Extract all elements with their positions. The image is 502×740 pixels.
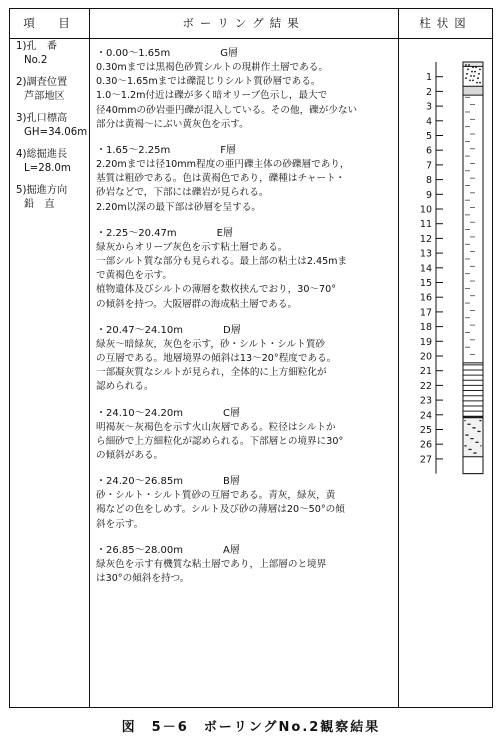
layer-description-line: 0.30mまでは黒褐色砂質シルトの現耕作土層である。 xyxy=(96,62,328,73)
layer-block xyxy=(96,324,397,395)
table-frame xyxy=(9,8,493,708)
item-value: No.2 xyxy=(24,55,48,66)
scale-tick-label: 2 xyxy=(425,86,432,98)
gravel-dot xyxy=(472,80,474,82)
gravel-dot xyxy=(467,69,469,71)
boring-results xyxy=(90,47,397,598)
gravel-dot xyxy=(477,77,479,79)
scale-tick-label: 10 xyxy=(419,204,432,216)
sand-dot xyxy=(475,442,476,443)
header-item: 項 目 xyxy=(23,16,76,30)
gravel-dot xyxy=(469,80,471,82)
sand-dot xyxy=(477,431,478,432)
boring-log-diagram xyxy=(399,40,492,705)
layer-description-line: 1.0～1.2m付近は礫が多く暗オリーブ色示し，最大で xyxy=(96,90,328,102)
gravel-dot xyxy=(466,73,468,75)
scale-tick-label: 23 xyxy=(419,395,432,407)
item-label: 4)総掘進長 xyxy=(16,149,68,160)
layer-description-line: 砂岩などで，下部には礫岩が見られる。 xyxy=(96,187,269,199)
gravel-dot xyxy=(474,71,476,73)
gravel-dot xyxy=(478,73,480,75)
layer-description-line: 0.30～1.65mまでは礫混じりシルト質砂層である。 xyxy=(96,76,321,88)
layer-description-line: 2.20mまでは径10mm程度の亜円礫主体の砂礫層であり， xyxy=(96,159,350,171)
scale-tick-label: 13 xyxy=(419,248,432,260)
layer-title: ・24.10～24.20m C層 xyxy=(96,407,240,419)
gravel-dot xyxy=(465,64,467,66)
scale-tick-label: 24 xyxy=(419,410,432,422)
layer-description-line: 褐などの色をしめす。シルト及び砂の薄層は20～50°の傾 xyxy=(96,504,345,516)
scale-tick-label: 26 xyxy=(419,439,432,451)
scale-tick-label: 11 xyxy=(419,219,432,231)
item-location xyxy=(10,76,89,104)
layer-description-line: 一部凝灰質なシルトが見られ，全体的に上方細粒化が xyxy=(96,367,327,379)
gravel-dot xyxy=(476,82,478,84)
layer-description-line: 一部シルト質な部分も見られる。最上部の粘土は2.45mま xyxy=(96,256,348,268)
sand-dot xyxy=(472,427,473,428)
scale-tick-label: 20 xyxy=(419,351,432,363)
scale-tick-label: 6 xyxy=(425,145,432,157)
scale-tick-label: 8 xyxy=(425,175,432,187)
scale-tick-label: 14 xyxy=(419,263,432,275)
item-direction xyxy=(10,184,89,212)
layer-description-line: 緑灰色を示す有機質な粘土層であり，上部層のと境界 xyxy=(96,558,327,570)
layer-description-line: 2.20m以深の最下部は砂層を呈する。 xyxy=(96,201,262,213)
sand-dot xyxy=(480,445,481,446)
item-value: 鉛 直 xyxy=(24,199,55,210)
layer-description-line: ら細砂で上方細粒化が認められる。下部層との境界に30° xyxy=(96,435,344,447)
scale-tick-label: 17 xyxy=(419,307,432,319)
item-value: 芦部地区 xyxy=(24,91,65,102)
gravel-dot xyxy=(479,69,481,71)
sand-dot xyxy=(465,434,466,435)
gravel-dot xyxy=(473,75,475,77)
scale-tick-label: 27 xyxy=(419,454,432,466)
layer-description-line: 径40mmの砂岩亜円礫が混入している。その他，礫が少ない xyxy=(96,104,358,116)
gravel-dot xyxy=(479,82,481,84)
layer-fill xyxy=(463,418,483,457)
layer-description-line: 基質は粗砂である。色は黄褐色であり，礫種はチャート・ xyxy=(96,173,346,185)
layer-block xyxy=(96,227,397,312)
layer-description-line: の互層である。地層境界の傾斜は13～20°程度である。 xyxy=(96,353,337,365)
boring-log-column xyxy=(399,40,492,705)
layer-fill xyxy=(463,363,483,416)
header-result: ボーリング結果 xyxy=(182,16,305,30)
sand-dot xyxy=(479,420,480,421)
sand-dot xyxy=(468,449,469,450)
sand-dot xyxy=(464,420,465,421)
scale-tick-label: 25 xyxy=(419,425,432,436)
gravel-dot xyxy=(465,77,467,79)
layer-description-line: 認められる。 xyxy=(96,381,154,393)
layer-title: ・20.47～24.10m D層 xyxy=(96,324,241,336)
gravel-dot xyxy=(468,64,470,66)
header-column: 柱状図 xyxy=(419,16,472,30)
layer-description-line: 緑灰からオリーブ灰色を示す粘土層である。 xyxy=(96,241,288,253)
layer-title: ・2.25～20.47m E層 xyxy=(96,227,233,239)
scale-tick-label: 16 xyxy=(419,292,432,304)
layer-description-line: 部分は黄褐～にぶい黄灰色を示す。 xyxy=(96,118,249,130)
item-value: GH=34.06m xyxy=(24,127,88,138)
scale-tick-label: 4 xyxy=(425,116,432,128)
scale-tick-label: 5 xyxy=(425,131,432,142)
figure-caption: 図 5－6 ボーリングNo.2観察結果 xyxy=(121,720,381,735)
scale-tick-label: 18 xyxy=(419,322,432,334)
scale-tick-label: 7 xyxy=(425,160,432,172)
layer-fill xyxy=(463,86,483,95)
layer-title: ・26.85～28.00m A層 xyxy=(96,544,240,556)
layer-description-line: 砂・シルト・シルト質砂の互層である。青灰，緑灰，黄 xyxy=(96,490,336,502)
layer-fill xyxy=(463,457,483,474)
scale-tick-label: 1 xyxy=(425,72,432,84)
scale-tick-label: 3 xyxy=(425,101,432,113)
layer-description-line: は30°の傾斜を持つ。 xyxy=(96,573,190,585)
layer-title: ・24.20～26.85m B層 xyxy=(96,476,240,488)
layer-block xyxy=(96,544,397,586)
layer-fill xyxy=(463,95,483,363)
layer-description-line: 植物遺体及びシルトの薄層を数枚挟んでおり，30～70° xyxy=(96,284,337,296)
layer-block xyxy=(96,475,397,532)
scale-tick-label: 12 xyxy=(419,233,432,245)
item-total-length xyxy=(10,148,89,176)
scale-tick-label: 19 xyxy=(419,336,432,348)
layer-description-line: 明褐灰～灰褐色を示す火山灰層である。粒径はシルトか xyxy=(96,421,336,433)
scale-tick-label: 21 xyxy=(419,366,432,378)
scale-tick-label: 9 xyxy=(425,189,432,201)
item-list xyxy=(10,40,89,220)
layer-title: ・1.65～2.25m F層 xyxy=(96,145,237,157)
item-elevation xyxy=(10,112,89,140)
gravel-dot xyxy=(471,71,473,73)
layer-block xyxy=(96,407,397,464)
table-header xyxy=(10,9,492,39)
layer-description-line: 斜を示す。 xyxy=(96,518,144,530)
item-value: L=28.0m xyxy=(24,163,71,174)
sand-dot xyxy=(473,452,474,453)
layer-block xyxy=(96,47,397,132)
sand-dot xyxy=(467,424,468,425)
layer-description-line: の傾斜を持つ。大阪層群の海成粘土層である。 xyxy=(96,298,298,310)
sand-dot xyxy=(464,445,465,446)
layer-description-line: 緑灰～暗緑灰，灰色を示す，砂・シルト・シルト質砂 xyxy=(96,338,326,350)
item-label: 3)孔口標高 xyxy=(16,113,68,124)
gravel-dot xyxy=(470,75,472,77)
item-hole-no xyxy=(10,40,89,68)
sand-dot xyxy=(470,438,471,439)
scale-tick-label: 15 xyxy=(419,278,432,289)
layer-block xyxy=(96,144,397,215)
item-label: 1)孔 番 xyxy=(16,41,58,52)
layer-description-line: の傾斜がある。 xyxy=(96,450,164,462)
layer-description-line: で黄褐色を示す。 xyxy=(96,270,172,282)
scale-tick-label: 22 xyxy=(419,380,432,392)
item-label: 2)調査位置 xyxy=(16,77,68,88)
item-label: 5)掘進方向 xyxy=(16,185,68,196)
layer-title: ・0.00～1.65m G層 xyxy=(96,48,239,59)
